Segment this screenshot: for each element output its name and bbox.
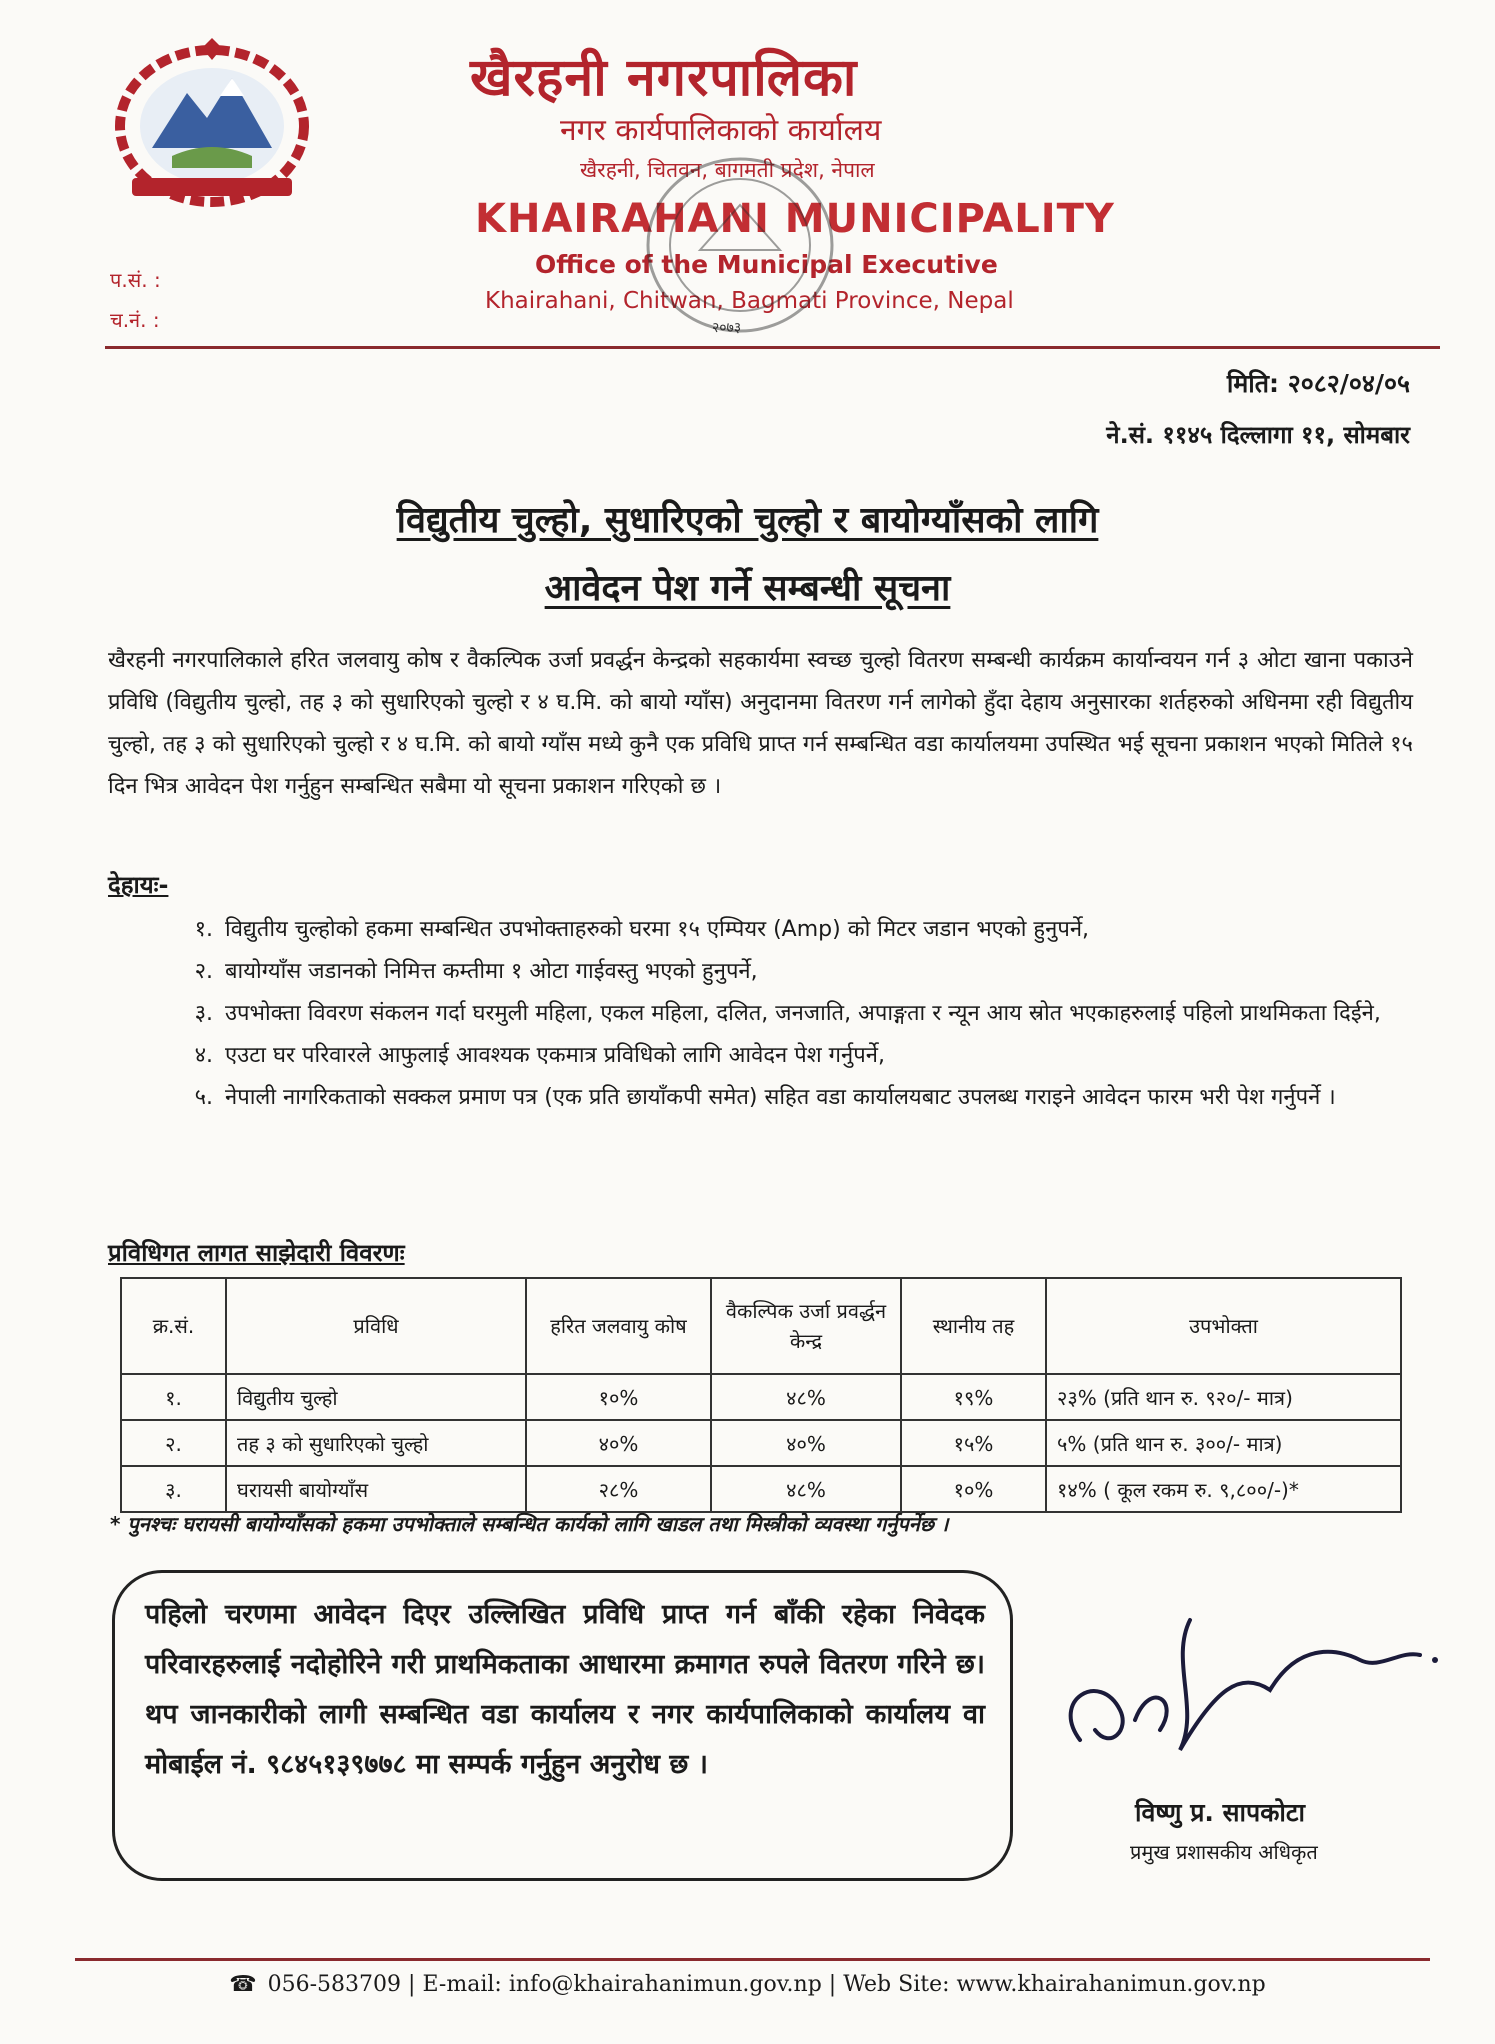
- cost-table-heading: प्रविधिगत लागत साझेदारी विवरणः: [108, 1239, 405, 1267]
- table-cell: विद्युतीय चुल्हो: [226, 1374, 526, 1420]
- list-item-number: २.: [194, 959, 213, 984]
- table-footnote: * पुनश्चः घरायसी बायोग्याँसको हकमा उपभोक्ताले सम्बन्धित कार्यको लागि खाडल तथा मिस्त्रीको व्यवस्था गर्नुपर्नेछ ।: [110, 1512, 949, 1536]
- footer-separator: |: [828, 1972, 837, 1997]
- list-item-number: १.: [194, 917, 213, 942]
- notice-title-line2: आवेदन पेश गर्ने सम्बन्धी सूचना: [544, 568, 951, 609]
- table-cell: ५% (प्रति थान रु. ३००/- मात्र): [1046, 1420, 1401, 1466]
- table-cell: ४८%: [711, 1374, 901, 1420]
- column-header: प्रविधि: [226, 1278, 526, 1374]
- list-item: [108, 952, 1428, 992]
- table-cell: २८%: [526, 1466, 711, 1512]
- table-cell: २.: [121, 1420, 226, 1466]
- footer-web-label: Web Site:: [843, 1972, 950, 1997]
- footer-email-label: E-mail:: [422, 1972, 502, 1997]
- list-item-number: ४.: [194, 1043, 213, 1068]
- list-item: [108, 1078, 1428, 1118]
- list-item: [108, 1036, 1428, 1076]
- reference-ps: प.सं. :: [110, 268, 161, 292]
- table-row: [121, 1374, 1401, 1420]
- footer-phone: 056-583709: [267, 1972, 402, 1997]
- table-cell: १९%: [901, 1374, 1046, 1420]
- table-cell: २३% (प्रति थान रु. ९२०/- मात्र): [1046, 1374, 1401, 1420]
- table-cell: १०%: [901, 1466, 1046, 1512]
- list-item-text: उपभोक्ता विवरण संकलन गर्दा घरमुली महिला, एकल महिला, दलित, जनजाति, अपाङ्गता र न्यून आय स्रोत भएकाहरुलाई पहिलो प्राथमिकता दिईने,: [225, 1001, 1381, 1026]
- list-item-number: ५.: [194, 1085, 213, 1110]
- notice-paragraph: खैरहनी नगरपालिकाले हरित जलवायु कोष र वैकल्पिक उर्जा प्रवर्द्धन केन्द्रको सहकार्यमा स्वच्छ चुल्हो वितरण सम्बन्धी कार्यक्रम कार्यान्वयन गर्न ३ ओटा खाना पकाउने प्रविधि (विद्युतीय चुल्हो, तह ३ को सुधारिएको चुल्हो र ४ घ.मि. को बायो ग्याँस) अनुदानमा वितरण गर्न लागेको हुँदा देहाय अनुसारका शर्तहरुको अधिनमा रही विद्युतीय चुल्हो, तह ३ को सुधारिएको चुल्हो र ४ घ.मि. को बायो ग्याँस मध्ये कुनै एक प्रविधि प्राप्त गर्न सम्बन्धित वडा कार्यालयमा उपस्थित भई सूचना प्रकाशन भएको मितिले १५ दिन भित्र आवेदन पेश गर्नुहुन सम्बन्धित सबैमा यो सूचना प्रकाशन गरिएको छ ।: [108, 648, 1413, 799]
- list-item: [108, 910, 1428, 950]
- column-header: वैकल्पिक उर्जा प्रवर्द्धन केन्द्र: [711, 1278, 901, 1374]
- phone-icon: ☎: [229, 1972, 257, 1997]
- footer-divider: [75, 1958, 1430, 1961]
- table-row: [121, 1466, 1401, 1512]
- office-stamp-icon: [640, 150, 840, 340]
- signatory-designation: प्रमुख प्रशासकीय अधिकृत: [1130, 1840, 1318, 1864]
- footer-email[interactable]: info@khairahanimun.gov.np: [508, 1972, 822, 1997]
- table-cell: ४०%: [526, 1420, 711, 1466]
- table-cell: ४८%: [711, 1466, 901, 1512]
- list-item-number: ३.: [194, 1001, 213, 1026]
- footer-contact: [0, 1972, 1495, 1997]
- list-item-text: विद्युतीय चुल्होको हकमा सम्बन्धित उपभोक्ताहरुको घरमा १५ एम्पियर (Amp) को मिटर जडान भएको हुनुपर्ने,: [225, 917, 1090, 942]
- nepal-emblem-icon: [112, 38, 312, 208]
- address-np: खैरहनी, चितवन, बागमती प्रदेश, नेपाल: [580, 158, 875, 182]
- established-year: २०७३: [712, 320, 742, 336]
- municipality-name-np: खैरहनी नगरपालिका: [470, 48, 858, 108]
- list-item-text: एउटा घर परिवारले आफुलाई आवश्यक एकमात्र प्रविधिको लागि आवेदन पेश गर्नुपर्ने,: [225, 1043, 885, 1068]
- notice-box-text: पहिलो चरणमा आवेदन दिएर उल्लिखित प्रविधि प्राप्त गर्न बाँकी रहेका निवेदक परिवारहरुलाई नदोहोरिने गरी प्राथमिकताका आधारमा क्रमागत रुपले वितरण गरिने छ। थप जानकारीको लागी सम्बन्धित वडा कार्यालय र नगर कार्यपालिकाको कार्यालय वा मोबाईल नं. ९८४५१३९७७८ मा सम्पर्क गर्नुहुन अनुरोध छ ।: [145, 1599, 985, 1780]
- column-header: हरित जलवायु कोष: [526, 1278, 711, 1374]
- table-header-row: [121, 1278, 1401, 1374]
- address-en: Khairahani, Chitwan, Bagmati Province, Nepal: [485, 288, 1014, 314]
- signature-icon: [1040, 1580, 1450, 1780]
- table-cell: ४०%: [711, 1420, 901, 1466]
- list-item: [108, 994, 1428, 1034]
- footer-website[interactable]: www.khairahanimun.gov.np: [956, 1972, 1266, 1997]
- table-cell: तह ३ को सुधारिएको चुल्हो: [226, 1420, 526, 1466]
- column-header: क्र.सं.: [121, 1278, 226, 1374]
- signatory-name: विष्णु प्र. सापकोटा: [1135, 1798, 1305, 1827]
- table-cell: ३.: [121, 1466, 226, 1512]
- cost-sharing-table: [120, 1277, 1402, 1513]
- column-header: स्थानीय तह: [901, 1278, 1046, 1374]
- table-cell: १०%: [526, 1374, 711, 1420]
- conditions-heading: देहायः-: [108, 871, 169, 899]
- office-name-en: Office of the Municipal Executive: [535, 250, 998, 279]
- list-item-text: बायोग्याँस जडानको निमित्त कम्तीमा १ ओटा गाईवस्तु भएको हुनुपर्ने,: [225, 959, 758, 984]
- office-name-np: नगर कार्यपालिकाको कार्यालय: [560, 113, 882, 148]
- notice-title-line1: विद्युतीय चुल्हो, सुधारिएको चुल्हो र बायोग्याँसको लागि: [396, 500, 1099, 541]
- table-row: [121, 1420, 1401, 1466]
- date-bs: मिति: २०८२/०४/०५: [1226, 369, 1410, 398]
- date-ns: ने.सं. ११४५ दिल्लागा ११, सोमबार: [1106, 421, 1410, 449]
- table-cell: १.: [121, 1374, 226, 1420]
- municipality-name-en: KHAIRAHANI MUNICIPALITY: [475, 196, 1115, 242]
- column-header: उपभोक्ता: [1046, 1278, 1401, 1374]
- conditions-list: [108, 910, 1428, 1118]
- footer-separator: |: [408, 1972, 416, 1997]
- reference-chn: च.नं. :: [110, 308, 160, 332]
- table-cell: घरायसी बायोग्याँस: [226, 1466, 526, 1512]
- table-cell: १५%: [901, 1420, 1046, 1466]
- header-divider: [105, 346, 1440, 349]
- list-item-text: नेपाली नागरिकताको सक्कल प्रमाण पत्र (एक प्रति छायाँकपी समेत) सहित वडा कार्यालयबाट उपलब्ध गराइने आवेदन फारम भरी पेश गर्नुपर्ने ।: [225, 1085, 1336, 1110]
- table-cell: १४% ( कूल रकम रु. ९,८००/-)*: [1046, 1466, 1401, 1512]
